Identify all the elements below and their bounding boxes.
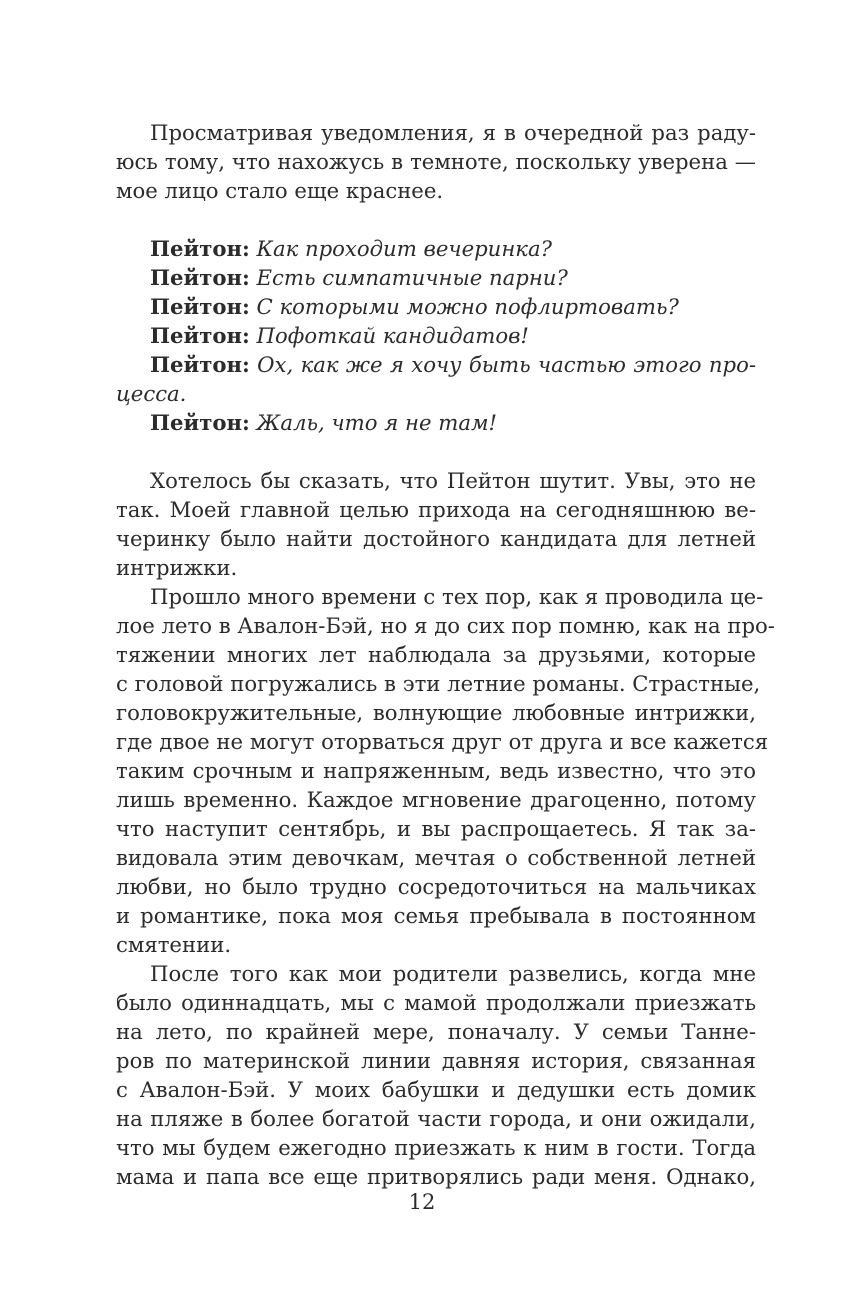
text-line: таким срочным и напряженным, ведь известно, что это — [116, 758, 756, 783]
text-line: и романтике, пока моя семья пребывала в постоянном — [116, 903, 756, 928]
paragraph — [116, 582, 775, 959]
chat-message — [116, 292, 756, 321]
text-line: видовала этим девочкам, мечтая о собственной летней — [116, 845, 756, 870]
paragraph — [116, 959, 756, 1191]
text-line: что наступит сентябрь, и вы распрощаетесь. Я так за- — [116, 816, 756, 841]
text-line: любви, но было трудно сосредоточиться на мальчиках — [116, 874, 756, 899]
chat-text: Пофоткай кандидатов! — [256, 323, 529, 348]
text-line: Просматривая уведомления, я в очередной раз раду- — [150, 120, 756, 145]
chat-text: Ох, как же я хочу быть частью этого про- — [257, 352, 756, 377]
chat-speaker: Пейтон: — [150, 323, 250, 348]
text-line: мама и папа все еще притворялись ради меня. Однако, — [116, 1164, 756, 1189]
text-line: После того как мои родители развелись, когда мне — [150, 961, 756, 986]
text-line: с головой погружались в эти летние романы. Страстные, — [116, 671, 761, 696]
chat-speaker: Пейтон: — [150, 352, 250, 377]
chat-message — [116, 234, 756, 263]
chat-text: Жаль, что я не там! — [256, 410, 498, 435]
chat-text: Как проходит вечеринка? — [256, 236, 552, 261]
text-line: Хотелось бы сказать, что Пейтон шутит. Увы, это не — [150, 468, 756, 493]
paragraph — [116, 466, 756, 582]
text-line: головокружительные, волнующие любовные интрижки, — [116, 700, 756, 725]
text-line: черинку было найти достойного кандидата для летней — [116, 526, 756, 551]
spacer — [116, 437, 756, 466]
text-line: было одиннадцать, мы с мамой продолжали приезжать — [116, 990, 756, 1015]
text-line: ров по материнской линии давняя история, связанная — [116, 1048, 756, 1073]
text-line: тяжении многих лет наблюдала за друзьями, которые — [116, 642, 756, 667]
chat-messages — [116, 234, 756, 437]
text-line: лишь временно. Каждое мгновение драгоценно, потому — [116, 787, 756, 812]
page-number: 12 — [408, 1190, 436, 1214]
chat-text-continuation: цесса. — [116, 381, 187, 406]
book-page — [116, 118, 775, 1191]
text-line: где двое не могут оторваться друг от друга и все кажется — [116, 729, 769, 754]
text-line: лое лето в Авалон-Бэй, но я до сих пор помню, как на про- — [116, 613, 775, 638]
chat-message — [116, 263, 756, 292]
text-line: так. Моей главной целью прихода на сегодняшнюю ве- — [116, 497, 756, 522]
chat-message — [116, 350, 756, 379]
text-line: что мы будем ежегодно приезжать к ним в гости. Тогда — [116, 1135, 756, 1160]
text-line: на пляже в более богатой части города, и они ожидали, — [116, 1106, 756, 1131]
text-line: юсь тому, что нахожусь в темноте, поскольку уверена — — [116, 149, 756, 174]
text-line: мое лицо стало еще краснее. — [116, 178, 444, 203]
chat-text: С которыми можно пофлиртовать? — [256, 294, 679, 319]
chat-text: Есть симпатичные парни? — [256, 265, 568, 290]
chat-message — [116, 408, 756, 437]
text-line: Прошло много времени с тех пор, как я проводила це- — [150, 584, 764, 609]
chat-message — [116, 321, 756, 350]
text-line: интрижки. — [116, 555, 238, 580]
chat-speaker: Пейтон: — [150, 236, 250, 261]
text-line: смятении. — [116, 932, 232, 957]
text-line: на лето, по крайней мере, поначалу. У семьи Танне- — [116, 1019, 756, 1044]
chat-speaker: Пейтон: — [150, 265, 250, 290]
spacer — [116, 205, 756, 234]
paragraph — [116, 118, 756, 205]
text-line: с Авалон-Бэй. У моих бабушки и дедушки есть домик — [116, 1077, 756, 1102]
chat-speaker: Пейтон: — [150, 294, 250, 319]
chat-speaker: Пейтон: — [150, 410, 250, 435]
